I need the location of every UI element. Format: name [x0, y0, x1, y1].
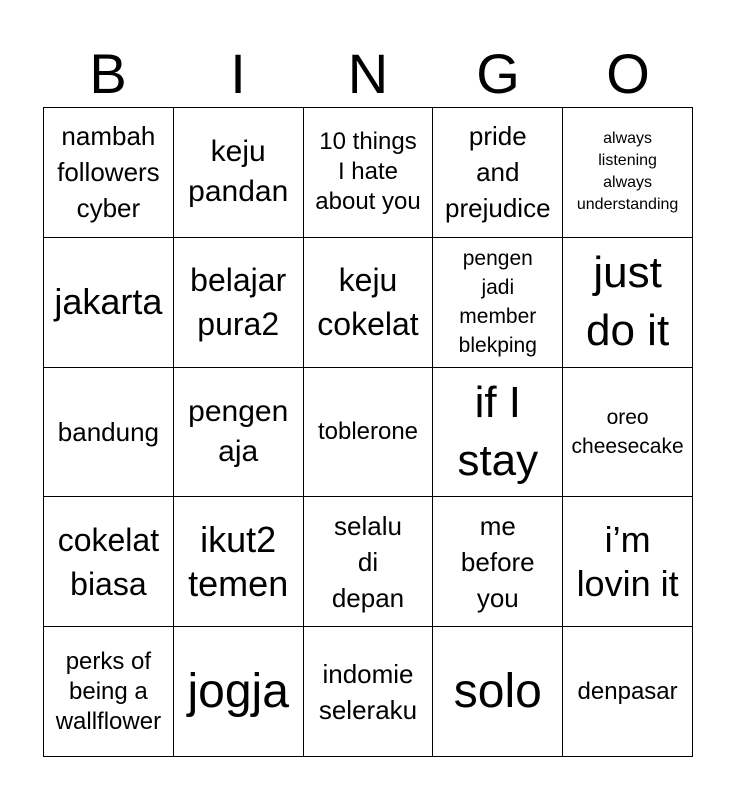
cell-text: toblerone [317, 417, 419, 445]
cell-text: oreo cheesecake [571, 405, 684, 458]
bingo-cell[interactable] [433, 497, 563, 627]
cell-text: perks of being a wallflower [55, 647, 162, 735]
cell-text: selalu di depan [331, 510, 405, 613]
cell-text: jogja [187, 664, 289, 718]
bingo-cell[interactable] [304, 108, 434, 238]
cell-text: if I stay [457, 377, 539, 485]
bingo-cell[interactable] [563, 238, 693, 368]
bingo-cell[interactable] [44, 368, 174, 498]
bingo-cell[interactable] [304, 368, 434, 498]
bingo-cell[interactable] [304, 627, 434, 757]
bingo-grid [43, 107, 693, 757]
cell-text: just do it [586, 248, 670, 356]
bingo-cell[interactable] [44, 238, 174, 368]
bingo-cell[interactable] [174, 368, 304, 498]
cell-text: denpasar [577, 677, 678, 705]
cell-text: ikut2 temen [188, 518, 289, 604]
bingo-cell[interactable] [563, 108, 693, 238]
bingo-cell[interactable] [433, 627, 563, 757]
bingo-cell[interactable] [174, 238, 304, 368]
bingo-cell[interactable] [174, 627, 304, 757]
cell-text: keju cokelat [317, 262, 419, 343]
bingo-cell[interactable] [174, 497, 304, 627]
cell-text: solo [453, 664, 542, 718]
cell-text: keju pandan [188, 135, 289, 209]
bingo-cell[interactable] [304, 238, 434, 368]
cell-text: cokelat biasa [57, 521, 160, 602]
cell-text: nambah followers cyber [57, 121, 160, 224]
cell-text: belajar pura2 [190, 262, 287, 343]
header-letter-o: O [606, 42, 650, 105]
cell-text: 10 things I hate about you [315, 128, 421, 216]
bingo-cell[interactable] [563, 368, 693, 498]
cell-text: me before you [460, 510, 535, 613]
bingo-cell[interactable] [44, 497, 174, 627]
cell-text: bandung [57, 416, 160, 447]
bingo-cell[interactable] [174, 108, 304, 238]
header-letter-i: I [230, 42, 246, 105]
bingo-cell[interactable] [44, 108, 174, 238]
cell-text: pengen aja [188, 394, 289, 468]
header-letter-g: G [476, 42, 520, 105]
bingo-cell[interactable] [563, 627, 693, 757]
cell-text: always listening always understanding [576, 130, 679, 214]
bingo-cell[interactable] [563, 497, 693, 627]
bingo-cell[interactable] [433, 368, 563, 498]
header-letter-n: N [347, 42, 389, 105]
cell-text: i’m lovin it [576, 518, 679, 604]
bingo-cell[interactable] [433, 108, 563, 238]
cell-text: pride and prejudice [445, 121, 551, 224]
bingo-cell[interactable] [433, 238, 563, 368]
bingo-cell[interactable] [44, 627, 174, 757]
cell-text: pengen jadi member blekping [458, 247, 537, 358]
cell-text: indomie seleraku [318, 658, 418, 725]
bingo-cell[interactable] [304, 497, 434, 627]
header-letter-b: B [89, 42, 127, 105]
cell-text: jakarta [54, 281, 163, 323]
bingo-header [43, 40, 693, 108]
